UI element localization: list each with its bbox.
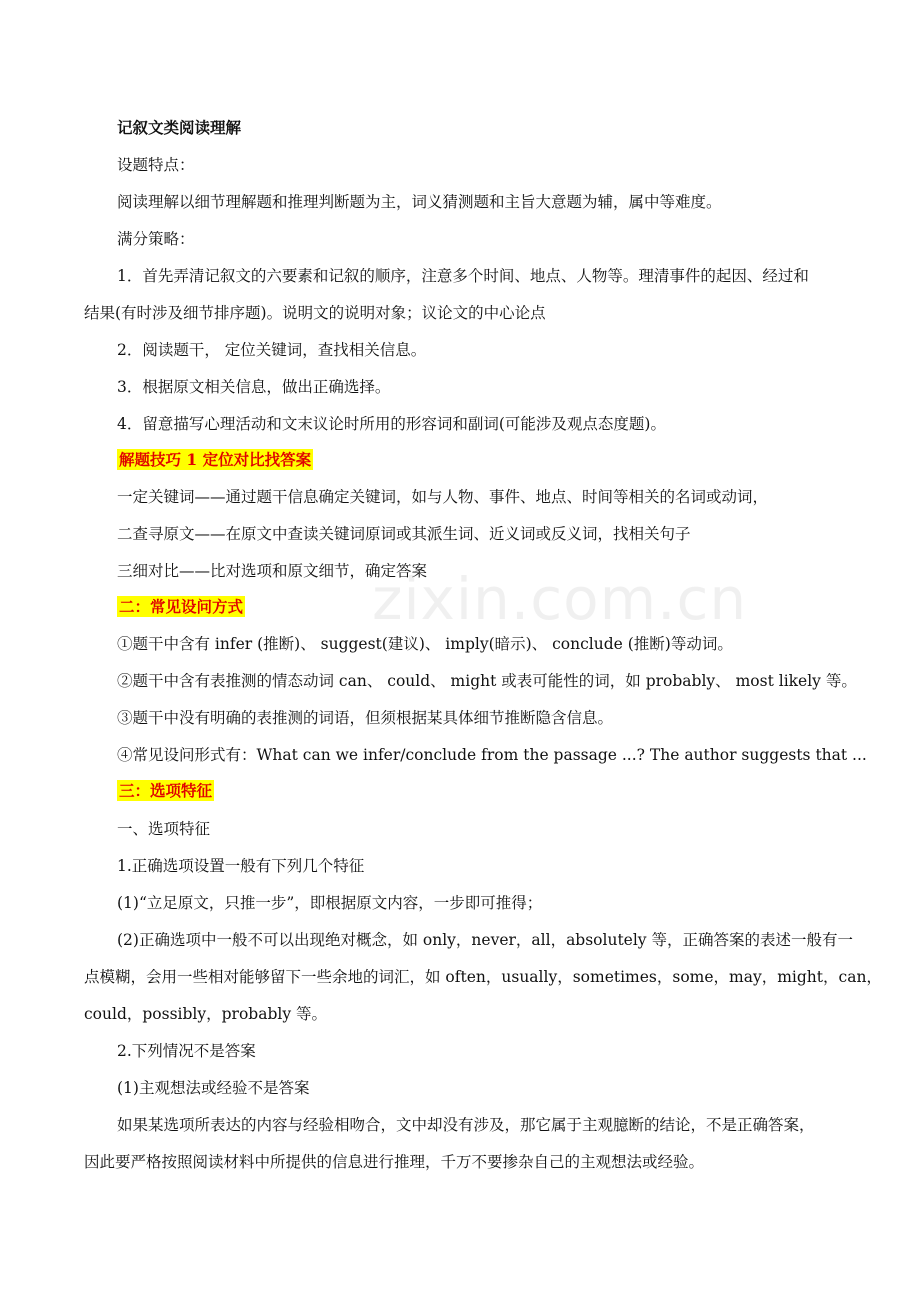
- section3-para-2-line-1: (2)正确选项中一般不可以出现绝对概念，如 only，never，all，absolutely 等，正确答案的表述一般有一: [117, 931, 853, 949]
- section3-sub-1-1: 1.正确选项设置一般有下列几个特征: [117, 857, 365, 875]
- section2-item-2: ②题干中含有表推测的情态动词 can、 could、 might 或表可能性的词，如 probably、 most likely 等。: [117, 672, 857, 690]
- strategy-item-1-line-1: 1．首先弄清记叙文的六要素和记叙的顺序，注意多个时间、地点、人物等。理清事件的起因、经过和: [117, 267, 809, 285]
- section3-para-3-line-1: 如果某选项所表达的内容与经验相吻合，文中却没有涉及，那它属于主观臆断的结论，不是正确答案，: [117, 1116, 815, 1134]
- strategy-item-1-line-2: 结果(有时涉及细节排序题)。说明文的说明对象；议论文的中心论点: [84, 304, 546, 322]
- section3-para-2-line-3: could，possibly，probably 等。: [84, 1005, 328, 1023]
- tip1-step-3: 三细对比——比对选项和原文细节，确定答案: [117, 562, 428, 580]
- watermark: zixin.com.cn: [372, 565, 748, 633]
- section2-item-1: ①题干中含有 infer (推断)、 suggest(建议)、 imply(暗示)、 conclude (推断)等动词。: [117, 635, 733, 653]
- section3-sub-2: 2.下列情况不是答案: [117, 1042, 256, 1060]
- section3-sub-2-1: (1)主观想法或经验不是答案: [117, 1079, 310, 1097]
- section3-heading-row: [117, 781, 844, 801]
- strategy-item-3: 3．根据原文相关信息，做出正确选择。: [117, 378, 391, 396]
- section3-para-1: (1)“立足原文，只推一步”，即根据原文内容，一步即可推得；: [117, 894, 543, 912]
- strategy-heading: 满分策略：: [117, 230, 195, 248]
- document-title: 记叙文类阅读理解: [117, 118, 242, 137]
- tip1-step-1: 一定关键词——通过题干信息确定关键词，如与人物、事件、地点、时间等相关的名词或动词，: [117, 488, 769, 506]
- section3-heading: 三：选项特征: [119, 781, 213, 800]
- section2-item-4: ④常见设问形式有：What can we infer/conclude from the passage ...? The author suggests that ...: [117, 746, 867, 764]
- section2-item-3: ③题干中没有明确的表推测的词语，但须根据某具体细节推断隐含信息。: [117, 709, 614, 727]
- tip1-heading: 解题技巧 1 定位对比找答案: [119, 450, 312, 469]
- section3-sub-1: 一、选项特征: [117, 820, 211, 838]
- tip1-heading-row: [117, 450, 844, 470]
- section3-para-2-line-2: 点模糊，会用一些相对能够留下一些余地的词汇，如 often，usually，sometimes，some，may，might，can，: [84, 968, 882, 986]
- strategy-item-4: 4．留意描写心理活动和文末议论时所用的形容词和副词(可能涉及观点态度题)。: [117, 415, 666, 433]
- section2-heading: 二：常见设问方式: [119, 597, 244, 616]
- section3-para-3-line-2: 因此要严格按照阅读材料中所提供的信息进行推理，千万不要掺杂自己的主观想法或经验。: [84, 1153, 705, 1171]
- strategy-item-2: 2．阅读题干， 定位关键词，查找相关信息。: [117, 341, 427, 359]
- tip1-step-2: 二查寻原文——在原文中查读关键词原词或其派生词、近义词或反义词，找相关句子: [117, 525, 691, 543]
- section2-heading-row: [117, 597, 844, 617]
- features-heading: 设题特点：: [117, 156, 195, 174]
- features-text: 阅读理解以细节理解题和推理判断题为主，词义猜测题和主旨大意题为辅，属中等难度。: [117, 193, 722, 211]
